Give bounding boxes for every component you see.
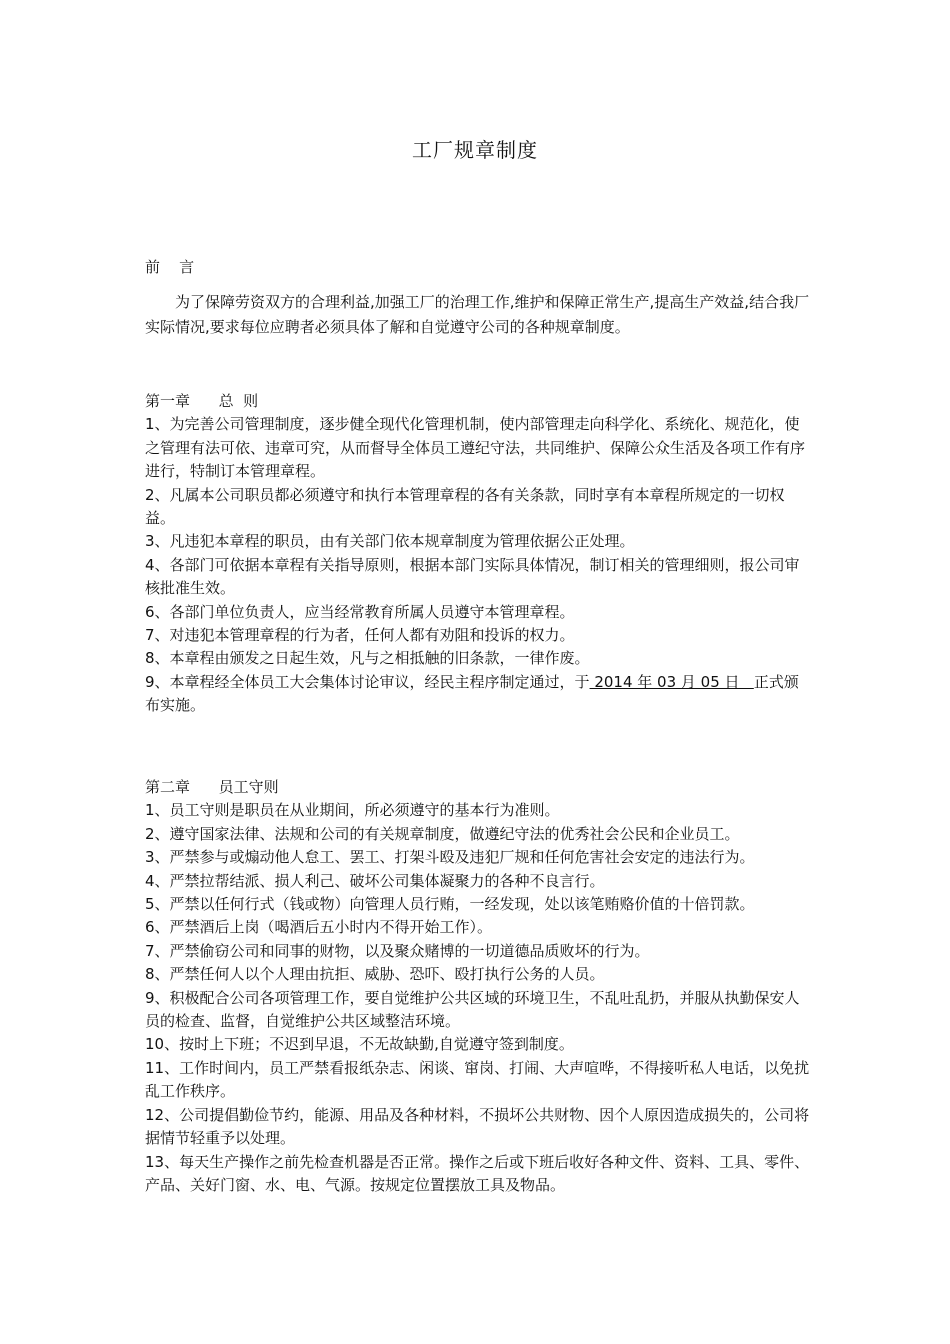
- chapter-2-item: 4、严禁拉帮结派、损人利己、破坏公司集体凝聚力的各种不良言行。: [145, 871, 605, 890]
- chapter-1-item: 3、凡违犯本章程的职员，由有关部门依本规章制度为管理依据公正处理。: [145, 532, 635, 551]
- chapter-2-item: 12、公司提倡勤俭节约，能源、用品及各种材料，不损坏公共财物、因个人原因造成损失的，公司将据情节轻重予以处理。: [145, 1105, 810, 1148]
- chapter-2-item: 2、遵守国家法律、法规和公司的有关规章制度，做遵纪守法的优秀社会公民和企业员工。: [145, 824, 740, 843]
- chapter-1-item-9: [145, 671, 810, 718]
- chapter-2-item: 13、每天生产操作之前先检查机器是否正常。操作之后或下班后收好各种文件、资料、工具、零件、产品、关好门窗、水、电、气源。按规定位置摆放工具及物品。: [145, 1152, 810, 1194]
- chapter-1-heading: 第一章 总 则: [145, 392, 259, 410]
- chapter-1-item: 6、各部门单位负责人，应当经常教育所属人员遵守本管理章程。: [145, 602, 575, 621]
- chapter-2-item: 3、严禁参与或煽动他人怠工、罢工、打架斗殴及违犯厂规和任何危害社会安定的违法行为。: [145, 848, 755, 867]
- document-title: 工厂规章制度: [412, 138, 538, 162]
- chapter-2-item: 9、积极配合公司各项管理工作，要自觉维护公共区域的环境卫生，不乱吐乱扔，并服从执勤保安人员的检查、监督，自觉维护公共区域整洁环境。: [145, 988, 800, 1031]
- chapter-2-item: 5、严禁以任何行式（钱或物）向管理人员行贿，一经发现，处以该笔贿赂价值的十倍罚款。: [145, 895, 755, 914]
- chapter-2-item: 7、严禁偷窃公司和同事的财物，以及聚众赌博的一切道德品质败坏的行为。: [145, 941, 650, 960]
- preface-heading: 前 言: [145, 258, 195, 276]
- effective-date: 2014 年 03 月 05 日: [589, 672, 754, 691]
- chapter-1-item: 8、本章程由颁发之日起生效，凡与之相抵触的旧条款，一律作废。: [145, 649, 590, 668]
- chapter-2-item: 8、严禁任何人以个人理由抗拒、威胁、恐吓、殴打执行公务的人员。: [145, 965, 605, 984]
- chapter-1-item: 1、为完善公司管理制度，逐步健全现代化管理机制，使内部管理走向科学化、系统化、规范化，使之管理有法可依、违章可究，从而督导全体员工遵纪守法，共同维护、保障公众生活及各项工作有序进行，特制订本管理章程。: [145, 415, 806, 481]
- item-9-prefix: 9、本章程经全体员工大会集体讨论审议，经民主程序制定通过，于: [145, 672, 590, 691]
- chapter-2-item: 10、按时上下班；不迟到早退，不无故缺勤,自觉遵守签到制度。: [145, 1035, 574, 1054]
- chapter-1-item: 7、对违犯本管理章程的行为者，任何人都有劝阻和投诉的权力。: [145, 626, 575, 645]
- chapter-1-item: 4、各部门可依据本章程有关指导原则，根据本部门实际具体情况，制订相关的管理细则，报公司审核批准生效。: [145, 555, 800, 598]
- chapter-2-item: 1、员工守则是职员在从业期间，所必须遵守的基本行为准则。: [145, 801, 560, 820]
- chapter-2-heading: 第二章 员工守则: [145, 778, 279, 796]
- chapter-1-item: 2、凡属本公司职员都必须遵守和执行本管理章程的各有关条款，同时享有本章程所规定的一切权益。: [145, 485, 785, 528]
- chapter-2-section: [145, 776, 810, 1197]
- chapter-2-item: 6、严禁酒后上岗（喝酒后五小时内不得开始工作）。: [145, 918, 493, 937]
- preface-text: 为了保障劳资双方的合理利益,加强工厂的治理工作,维护和保障正常生产,提高生产效益,结合我厂实际情况,要求每位应聘者必须具体了解和自觉遵守公司的各种规章制度。: [145, 293, 810, 336]
- chapter-2-item: 11、工作时间内，员工严禁看报纸杂志、闲谈、窜岗、打闹、大声喧哗，不得接听私人电话，以免扰乱工作秩序。: [145, 1058, 810, 1101]
- chapter-1-section: [145, 390, 810, 718]
- item-9-suffix: 正式颁布实施。: [145, 672, 799, 715]
